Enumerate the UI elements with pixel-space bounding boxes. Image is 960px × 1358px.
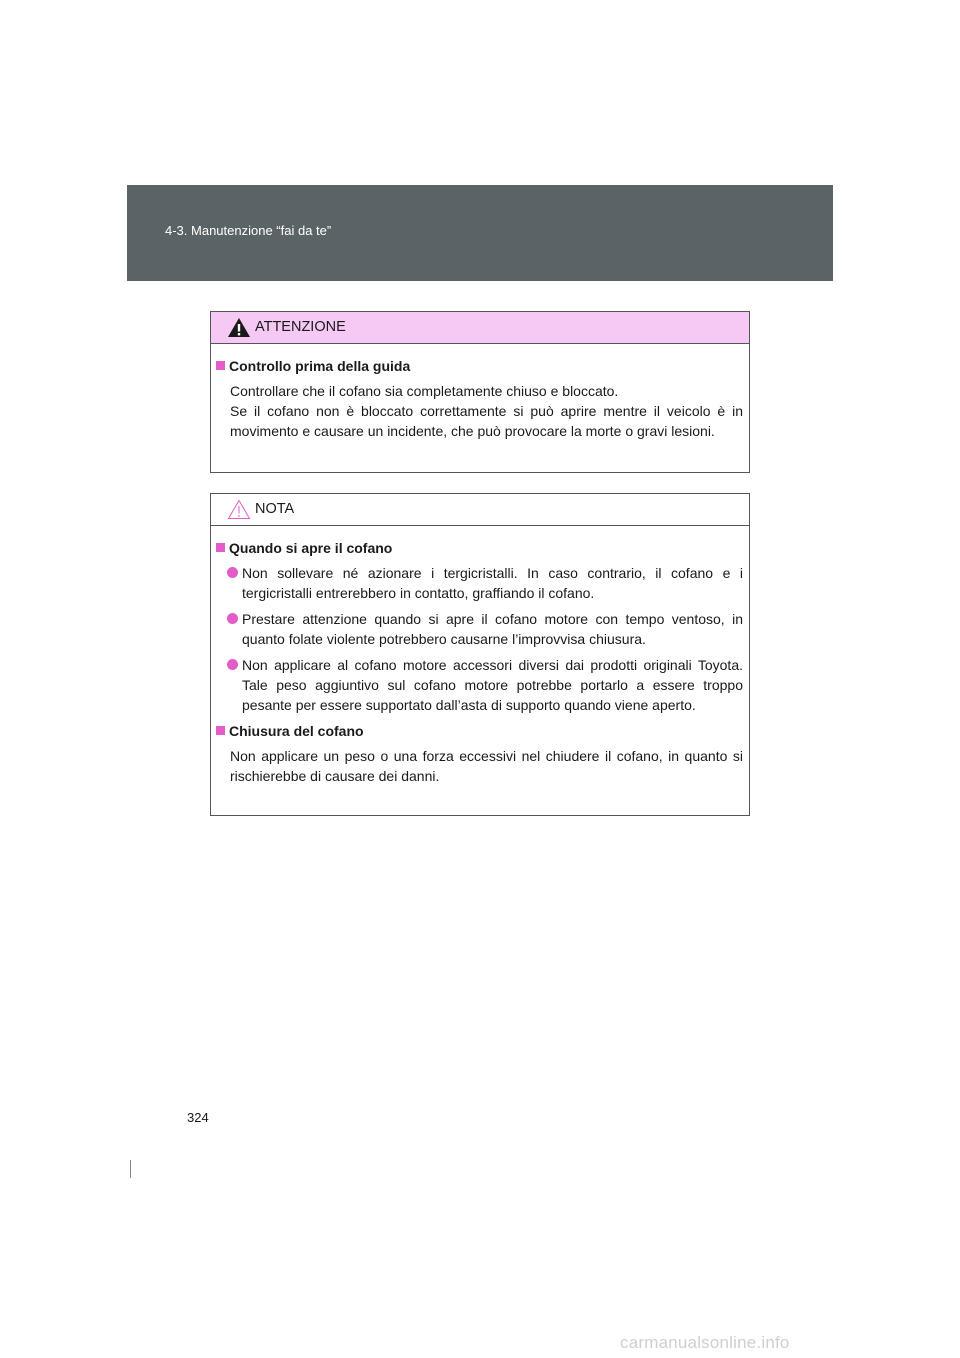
section-title: 4-3. Manutenzione “fai da te” bbox=[165, 223, 332, 238]
watermark: carmanualsonline.info bbox=[620, 1333, 790, 1352]
round-bullet-icon bbox=[227, 659, 238, 670]
note-heading-1-text: Quando si apre il cofano bbox=[229, 540, 393, 556]
warning-paragraph-1: Controllare che il cofano sia completamente chiuso e bloccato. bbox=[230, 383, 619, 399]
note-box bbox=[210, 493, 750, 816]
note-box-header bbox=[211, 494, 749, 526]
note-bullet-2 bbox=[211, 609, 743, 649]
note-label: NOTA bbox=[255, 501, 295, 517]
note-bullet-1 bbox=[211, 563, 743, 603]
note-heading-2-text: Chiusura del cofano bbox=[229, 723, 364, 739]
caution-triangle-outline-icon bbox=[227, 499, 251, 520]
warning-label: ATTENZIONE bbox=[255, 319, 346, 335]
round-bullet-icon bbox=[227, 613, 238, 624]
note-body bbox=[211, 526, 749, 786]
round-bullet-icon bbox=[227, 567, 238, 578]
margin-line bbox=[130, 1160, 131, 1178]
note-heading-1 bbox=[211, 538, 743, 558]
note-bullet-3-text: Non applicare al cofano motore accessori diversi dai prodotti originali Toyota. Tale peso aggiuntivo sul cofano motore potrebbe portarlo a essere troppo pesante per essere supportato dall’asta di supporto quando viene aperto. bbox=[242, 657, 743, 713]
warning-heading-text: Controllo prima della guida bbox=[229, 358, 411, 374]
square-bullet-icon bbox=[216, 361, 225, 370]
square-bullet-icon bbox=[216, 543, 225, 552]
warning-triangle-icon bbox=[227, 317, 251, 338]
warning-box bbox=[210, 311, 750, 473]
note-heading-2 bbox=[211, 721, 743, 741]
warning-box-header bbox=[211, 312, 749, 344]
note-bullet-1-text: Non sollevare né azionare i tergicristalli. In caso contrario, il cofano e i tergicristalli entrerebbero in contatto, graffiando il cofano. bbox=[242, 565, 743, 601]
warning-body bbox=[211, 344, 749, 441]
note-bullet-2-text: Prestare attenzione quando si apre il cofano motore con tempo ventoso, in quanto folate violente potrebbero causarne l’improvvisa chiusura. bbox=[242, 611, 743, 647]
warning-paragraph-2: Se il cofano non è bloccato correttamente si può aprire mentre il veicolo è in movimento e causare un incidente, che può provocare la morte o gravi lesioni. bbox=[230, 403, 743, 439]
square-bullet-icon bbox=[216, 726, 225, 735]
note-bullet-3 bbox=[211, 655, 743, 715]
page-number: 324 bbox=[187, 1110, 209, 1125]
note-paragraph: Non applicare un peso o una forza eccessivi nel chiudere il cofano, in quanto si rischierebbe di causare dei danni. bbox=[230, 748, 743, 784]
warning-heading bbox=[211, 356, 743, 376]
